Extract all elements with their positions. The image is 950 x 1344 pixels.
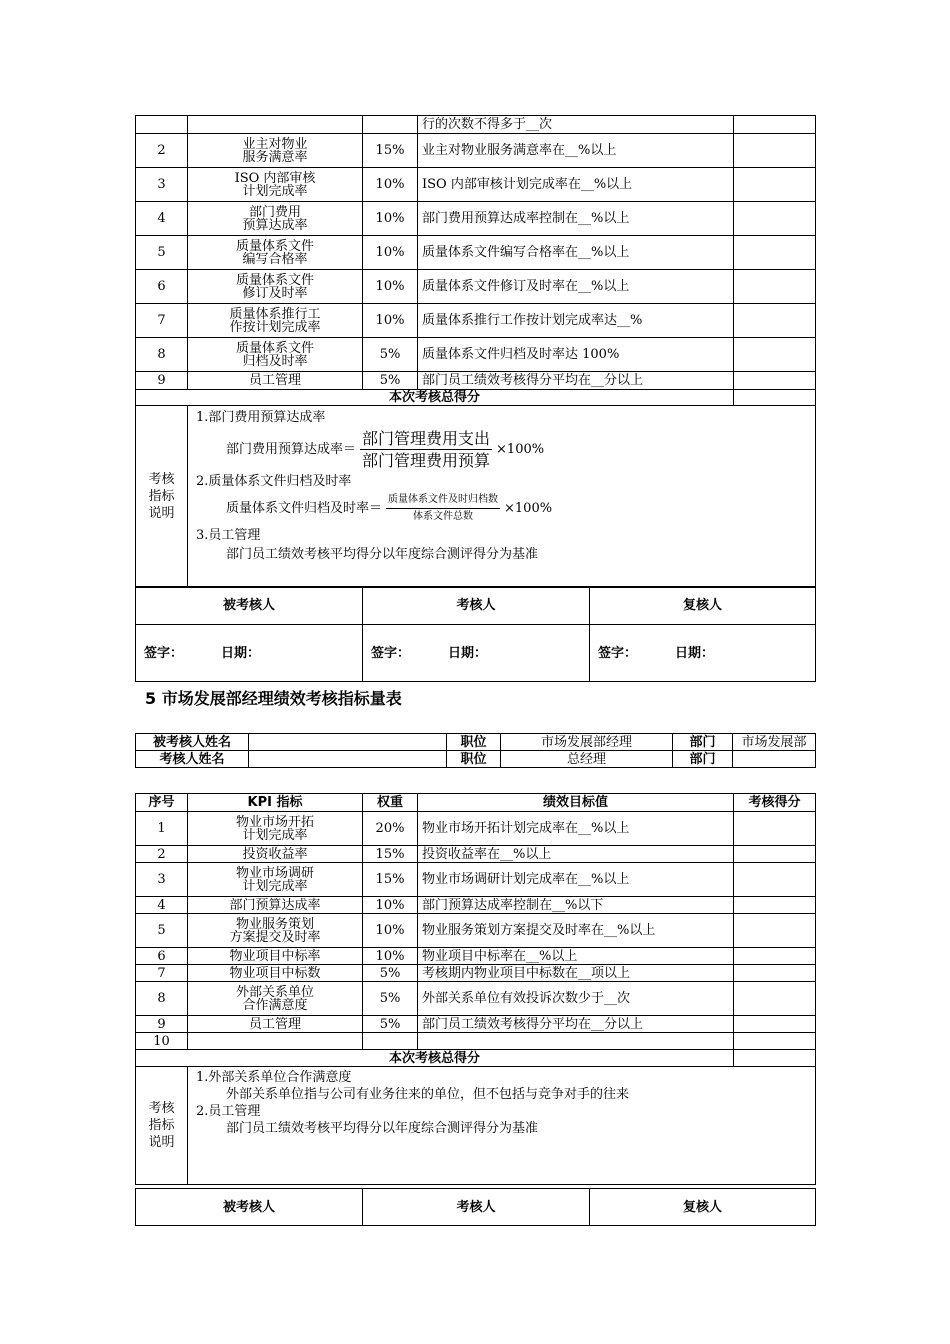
table-row: 4 部门费用 预算达成率 10% 部门费用预算达成率控制在__%以上 [136, 202, 816, 236]
col-header-weight: 权重 [363, 794, 418, 812]
kpi-cell: 质量体系文件 修订及时率 [188, 270, 363, 304]
kpi-cell: 物业市场开拓 计划完成率 [188, 812, 363, 846]
examinee-header: 被考核人 [136, 1189, 363, 1226]
kpi-table [135, 793, 816, 1185]
table-row: 6 物业项目中标率 10% 物业项目中标率在__%以上 [136, 948, 816, 965]
table-row: 2 投资收益率 15% 投资收益率在__%以上 [136, 846, 816, 863]
examinee-name-field[interactable] [249, 734, 447, 751]
position-label: 职位 [447, 734, 501, 751]
reviewer-header: 复核人 [590, 587, 816, 625]
examinee-header: 被考核人 [136, 587, 363, 625]
examiner-name-field[interactable] [249, 751, 447, 768]
score-cell[interactable] [734, 965, 816, 982]
total-score-cell[interactable] [734, 1050, 816, 1067]
examiner-sign-cell[interactable]: 签字： 日期： [363, 625, 590, 682]
table-row: 1 物业市场开拓 计划完成率 20% 物业市场开拓计划完成率在__%以上 [136, 812, 816, 846]
examiner-header: 考核人 [363, 1189, 590, 1226]
signature-table-previous [135, 586, 816, 682]
kpi-cell: 外部关系单位 合作满意度 [188, 982, 363, 1016]
kpi-cell: 部门费用 预算达成率 [188, 202, 363, 236]
dept-label: 部门 [673, 751, 733, 768]
total-row [136, 390, 816, 406]
reviewer-sign-cell[interactable]: 签字： 日期： [590, 625, 816, 682]
score-cell[interactable] [734, 846, 816, 863]
score-cell[interactable] [734, 134, 816, 168]
table-row: 7 物业项目中标数 5% 考核期内物业项目中标数在__项以上 [136, 965, 816, 982]
score-cell[interactable] [734, 1016, 816, 1033]
kpi-cell: 质量体系推行工 作按计划完成率 [188, 304, 363, 338]
examinee-name-label: 被考核人姓名 [136, 734, 249, 751]
kpi-cell: 部门预算达成率 [188, 897, 363, 914]
table-row: 10 [136, 1033, 816, 1050]
table-row: 3 物业市场调研 计划完成率 15% 物业市场调研计划完成率在__%以上 [136, 863, 816, 897]
score-cell[interactable] [734, 270, 816, 304]
total-score-label: 本次考核总得分 [136, 390, 734, 406]
kpi-cell: 物业市场调研 计划完成率 [188, 863, 363, 897]
kpi-cell: 质量体系文件 编写合格率 [188, 236, 363, 270]
kpi-cell: 业主对物业 服务满意率 [188, 134, 363, 168]
target-cell: 行的次数不得多于__次 [418, 116, 734, 134]
col-header-no: 序号 [136, 794, 188, 812]
section-title: 5 市场发展部经理绩效考核指标量表 [145, 689, 402, 708]
table-row: 9 员工管理 5% 部门员工绩效考核得分平均在__分以上 [136, 372, 816, 390]
notes-content: 1.外部关系单位合作满意度 外部关系单位指与公司有业务往来的单位，但不包括与竞争对手的往来 2.员工管理 部门员工绩效考核平均得分以年度综合测评得分为基准 [188, 1067, 816, 1185]
total-score-cell[interactable] [734, 390, 816, 406]
examinee-sign-cell[interactable]: 签字： 日期： [136, 625, 363, 682]
kpi-cell: 物业服务策划 方案提交及时率 [188, 914, 363, 948]
examinee-dept-value: 市场发展部 [733, 734, 816, 751]
kpi-cell: 投资收益率 [188, 846, 363, 863]
table-row: 9 员工管理 5% 部门员工绩效考核得分平均在__分以上 [136, 1016, 816, 1033]
col-header-target: 绩效目标值 [418, 794, 734, 812]
score-cell[interactable] [734, 982, 816, 1016]
table-row: 3 ISO 内部审核 计划完成率 10% ISO 内部审核计划完成率在__%以上 [136, 168, 816, 202]
kpi-cell[interactable] [188, 1033, 363, 1050]
signature-table [135, 1188, 816, 1226]
table-row: 7 质量体系推行工 作按计划完成率 10% 质量体系推行工作按计划完成率达__% [136, 304, 816, 338]
score-cell[interactable] [734, 116, 816, 134]
examiner-dept-field[interactable] [733, 751, 816, 768]
examiner-header: 考核人 [363, 587, 590, 625]
table-row [136, 116, 816, 134]
score-cell[interactable] [734, 304, 816, 338]
score-cell[interactable] [734, 812, 816, 846]
notes-label: 考核指标说明 [136, 1067, 188, 1185]
score-cell[interactable] [734, 914, 816, 948]
total-row [136, 1050, 816, 1067]
table-row: 5 物业服务策划 方案提交及时率 10% 物业服务策划方案提交及时率在__%以上 [136, 914, 816, 948]
score-cell[interactable] [734, 202, 816, 236]
table-row: 8 质量体系文件 归档及时率 5% 质量体系文件归档及时率达 100% [136, 338, 816, 372]
score-cell[interactable] [734, 1033, 816, 1050]
table-row: 6 质量体系文件 修订及时率 10% 质量体系文件修订及时率在__%以上 [136, 270, 816, 304]
score-cell[interactable] [734, 168, 816, 202]
reviewer-header: 复核人 [590, 1189, 816, 1226]
notes-row [136, 1067, 816, 1185]
table-row: 8 外部关系单位 合作满意度 5% 外部关系单位有效投诉次数少于__次 [136, 982, 816, 1016]
table-row: 4 部门预算达成率 10% 部门预算达成率控制在__%以下 [136, 897, 816, 914]
total-score-label: 本次考核总得分 [136, 1050, 734, 1067]
score-cell[interactable] [734, 372, 816, 390]
kpi-cell: 物业项目中标数 [188, 965, 363, 982]
notes-row [136, 406, 816, 588]
kpi-table-previous [135, 115, 816, 588]
examinee-position-value: 市场发展部经理 [501, 734, 673, 751]
notes-label: 考核指标说明 [136, 406, 188, 588]
score-cell[interactable] [734, 338, 816, 372]
kpi-cell: ISO 内部审核 计划完成率 [188, 168, 363, 202]
score-cell[interactable] [734, 948, 816, 965]
score-cell[interactable] [734, 863, 816, 897]
position-label: 职位 [447, 751, 501, 768]
formula-fraction: $\frac{\text{部门管理费用支出}}{\text{部门管理费用预算}}$ [362, 429, 491, 470]
notes-content: 1.部门费用预算达成率 部门费用预算达成率＝ $\frac{\text{部门管理费用支出}}{\text{部门管理费用预算}}$ ×100% 2.质量体系文件归档及时率 质量体系文件归档及时率＝ $\frac{\text{质量体系文件及时归档数}}{\text{体系文件总数}}$ ×100% 3.员工管理 部门员工绩效考核平均得分以年度综合测评得分为基准 [188, 406, 816, 588]
examiner-position-value: 总经理 [501, 751, 673, 768]
kpi-cell: 物业项目中标率 [188, 948, 363, 965]
col-header-score: 考核得分 [734, 794, 816, 812]
kpi-cell: 员工管理 [188, 1016, 363, 1033]
col-header-kpi: KPI 指标 [188, 794, 363, 812]
score-cell[interactable] [734, 897, 816, 914]
score-cell[interactable] [734, 236, 816, 270]
header-row [136, 794, 816, 812]
formula-fraction: $\frac{\text{质量体系文件及时归档数}}{\text{体系文件总数}}$ [388, 494, 499, 522]
dept-label: 部门 [673, 734, 733, 751]
kpi-cell: 质量体系文件 归档及时率 [188, 338, 363, 372]
table-row: 2 业主对物业 服务满意率 15% 业主对物业服务满意率在__%以上 [136, 134, 816, 168]
kpi-cell: 员工管理 [188, 372, 363, 390]
examiner-name-label: 考核人姓名 [136, 751, 249, 768]
table-row: 5 质量体系文件 编写合格率 10% 质量体系文件编写合格率在__%以上 [136, 236, 816, 270]
info-table [135, 733, 816, 768]
